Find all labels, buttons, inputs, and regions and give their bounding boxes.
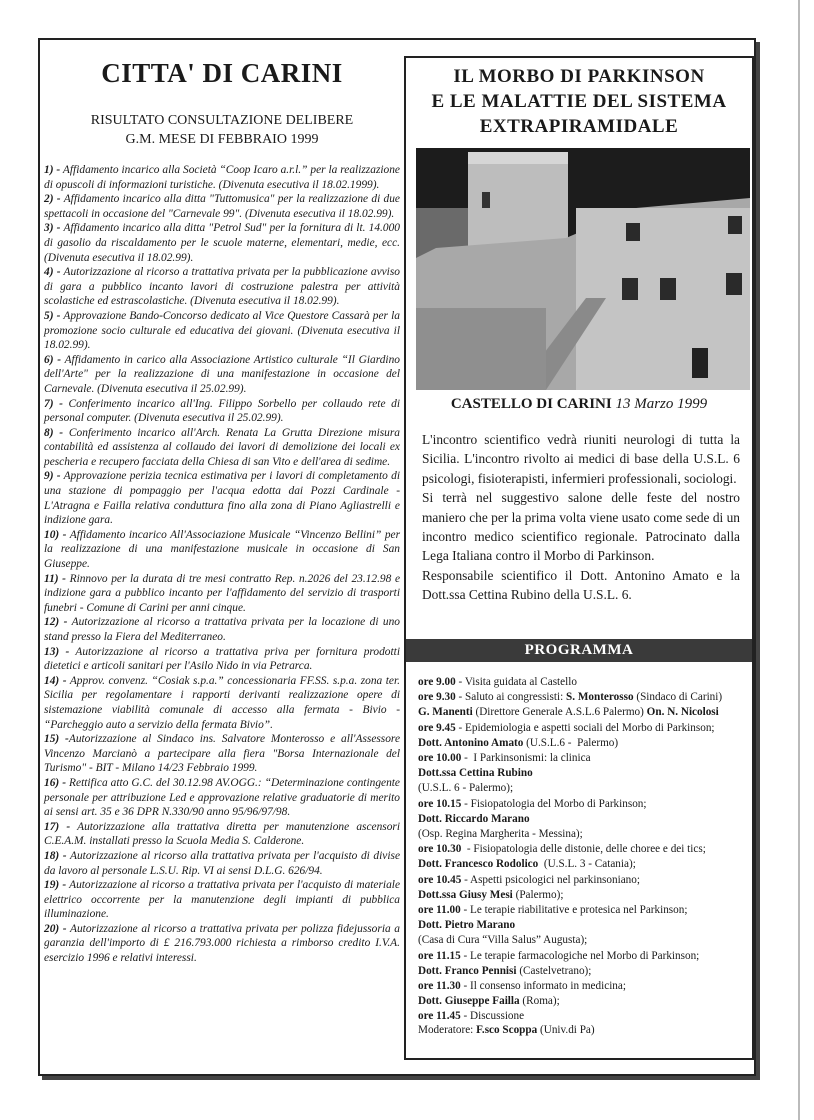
programme-bold-text: G. Manenti	[418, 706, 473, 719]
resolution-item	[44, 849, 400, 878]
moderator	[418, 1024, 595, 1036]
programme-bold-text: Dott.ssa Giusy Mesi	[418, 888, 513, 901]
resolution-item	[44, 192, 400, 221]
programme-line	[418, 827, 748, 842]
programme-text: (Osp. Regina Margherita - Messina);	[418, 828, 583, 841]
programme-line	[418, 842, 748, 857]
programme-bold-text: ore 9.30	[418, 691, 456, 704]
programme-text: - Le terapie riabilitative e protesica nel Parkinson;	[460, 904, 688, 917]
resolution-number: 2) -	[44, 193, 61, 206]
resolution-item	[44, 732, 400, 776]
programme-list	[418, 675, 748, 1025]
resolution-item	[44, 426, 400, 470]
programme-bold-text: Dott. Antonino Amato	[418, 736, 524, 749]
programme-line	[418, 690, 748, 705]
caption-place: CASTELLO DI CARINI	[450, 396, 612, 412]
programme-text: - Epidemiologia e aspetti sociali del Morbo di Parkinson;	[455, 721, 715, 734]
resolution-text: Conferimento incarico all'Arch. Renata La Grutta Direzione misura contabilità ed assistenza al collaudo dei lavori di demolizione dei locali ex pescheria e recupero facciata della Chiesa di san Vito e dell'area di sedime.	[44, 426, 400, 468]
programme-text: - Visita guidata al Castello	[455, 676, 577, 688]
resolution-item	[44, 163, 400, 192]
resolution-number: 11) -	[44, 572, 66, 585]
scan-edge	[798, 0, 800, 1120]
programme-line	[418, 781, 748, 796]
resolution-text: Approv. convenz. “Cosiak s.p.a.” concessionaria FF.SS. s.p.a. zona ter. Sicilia per regolamentare i rapporti derivanti realizzazione opere di sistemazione viabilità comunale di accesso alla fermata - Bivio - “Parcheggio auto a servizio della fermata Bivio”.	[44, 674, 400, 731]
resolution-text: Rettifica atto G.C. del 30.12.98 AV.OGG.: “Determinazione contingente personale per attribuzione Led e approvazione relative graduatorie di merito ai sensi art. 35 e 36 DPR N.330/90 anno 95/96/97/98.	[44, 776, 400, 819]
programme-line	[418, 736, 748, 751]
programme-bold-text: ore 9.45	[418, 721, 456, 734]
photo-caption	[406, 396, 752, 413]
programme-text: - Fisiopatologia del Morbo di Parkinson;	[461, 797, 647, 810]
resolution-text: Approvazione perizia tecnica estimativa per i lavori di completamento di una stazione di pompaggio per l'acqua edotta dai Pozzi Cardinale - L'Atragna e Failla relativa conduttura fino alla zona di Piano Agliastrelli e indizione gara.	[44, 470, 400, 527]
resolution-number: 14) -	[44, 674, 67, 687]
programme-text: (Roma);	[519, 995, 560, 1008]
programme-heading: PROGRAMMA	[406, 639, 752, 662]
resolution-item	[44, 615, 400, 644]
subtitle-line: RISULTATO CONSULTAZIONE DELIBERE	[90, 113, 354, 128]
resolution-text: Rinnovo per la durata di tre mesi contratto Rep. n.2026 del 23.12.98 e indizione gara a pubblico incanto per l'affidamento del servizio di trasporti funebri - Comune di Carini per anni cinque.	[44, 572, 400, 614]
resolution-number: 20) -	[44, 922, 67, 935]
programme-bold-text: Dott. Pietro Marano	[418, 919, 516, 932]
resolution-number: 15) -	[44, 733, 69, 746]
description-paragraph: Si terrà nel suggestivo salone delle feste del nostro maniero che per la prima volta viene usato come sede di un incontro medico scientifico regionale. Patrocinato dalla Lega Italiana contro il Morbo di Parkinson.	[422, 490, 740, 564]
event-description	[422, 430, 740, 605]
programme-line	[418, 964, 748, 979]
programme-line	[418, 903, 748, 918]
resolution-text: Autorizzazione alla trattativa diretta per manutenzione ascensori C.E.A.M. installati presso la Scuola Media S. Calderone.	[44, 820, 400, 848]
resolution-number: 9) -	[44, 470, 61, 483]
resolution-number: 5) -	[44, 309, 61, 322]
resolution-item	[44, 397, 400, 426]
programme-line	[418, 797, 748, 812]
event-title-line: IL MORBO DI PARKINSON	[453, 66, 705, 87]
resolution-item	[44, 221, 400, 265]
programme-bold-text: Dott. Giuseppe Failla	[418, 995, 520, 1008]
resolution-item	[44, 878, 400, 922]
resolution-text: Affidamento incarico All'Associazione Musicale “Vincenzo Bellini” per la realizzazione di una manifestazione musicale in occasione di San Giuseppe.	[44, 528, 401, 571]
programme-line	[418, 933, 748, 948]
resolution-number: 18) -	[44, 849, 67, 862]
programme-line	[418, 1009, 748, 1024]
programme-text: (Casa di Cura “Villa Salus” Augusta);	[418, 934, 588, 947]
resolution-number: 12) -	[44, 616, 68, 629]
programme-line	[418, 918, 748, 933]
programme-line	[418, 705, 748, 720]
programme-bold-text: On. N. Nicolosi	[646, 706, 719, 719]
description-paragraph: Responsabile scientifico il Dott. Antonino Amato e la Dott.ssa Cettina Rubino della U.S.L. 6.	[422, 567, 740, 603]
programme-line	[418, 812, 748, 827]
programme-text: (Castelvetrano);	[516, 964, 592, 977]
programme-text: - Aspetti psicologici nel parkinsoniano;	[461, 873, 640, 886]
resolution-number: 13) -	[44, 645, 70, 658]
resolution-item	[44, 776, 400, 820]
programme-text: (Sindaco di Carini)	[633, 691, 723, 704]
programme-bold-text: ore 11.00	[418, 904, 461, 917]
programme-text: (Direttore Generale A.S.L.6 Palermo)	[472, 706, 647, 719]
programme-line	[418, 721, 748, 736]
resolution-item	[44, 645, 400, 674]
programme-line	[418, 888, 748, 903]
moderator-label: Moderatore:	[418, 1024, 477, 1036]
event-title-line: E LE MALATTIE DEL SISTEMA	[431, 91, 727, 112]
caption-date: 13 Marzo 1999	[615, 396, 708, 412]
resolution-item	[44, 528, 400, 572]
programme-line	[418, 766, 748, 781]
description-paragraph: L'incontro scientifico vedrà riuniti neurologi di tutta la Sicilia. L'incontro rivolto ai medici di base della U.S.L. 6 psicologi, fisioterapisti, infermieri professionali, sociologi.	[422, 432, 740, 486]
programme-bold-text: ore 10.15	[418, 797, 462, 810]
resolution-number: 6) -	[44, 353, 62, 366]
moderator-affiliation: (Univ.di Pa)	[537, 1024, 595, 1036]
resolution-item	[44, 469, 400, 527]
programme-bold-text: ore 11.15	[418, 949, 461, 962]
resolution-number: 10) -	[44, 528, 67, 541]
programme-line	[418, 994, 748, 1009]
resolution-text: Approvazione Bando-Concorso dedicato al Vice Questore Cassarà per la promozione socio culturale ed educativa dei giovani. (Divenuta esecutiva il 18.02.99).	[44, 309, 400, 352]
resolution-text: Autorizzazione al ricorso a trattativa privata per la pubblicazione avviso di gara a pubblico incanto lavori di costruzione palestra per attività scolastiche ed estrascolastiche. (Divenuta esecutiva il 18.02.99).	[44, 266, 400, 308]
programme-bold-text: Dott. Riccardo Marano	[418, 812, 530, 825]
programme-line	[418, 751, 748, 766]
programme-bold-text: ore 10.30	[418, 843, 462, 856]
resolution-item	[44, 674, 400, 732]
resolution-number: 1) -	[44, 164, 61, 176]
resolution-item	[44, 265, 400, 309]
programme-bold-text: ore 11.45	[418, 1010, 461, 1023]
castle-photo-image	[416, 148, 750, 390]
resolution-number: 19) -	[44, 879, 67, 892]
resolution-item	[44, 572, 400, 616]
programme-line	[418, 873, 748, 888]
programme-line	[418, 949, 748, 964]
programme-text: - Il consenso informato in medicina;	[460, 980, 626, 993]
event-box	[404, 56, 754, 1060]
castle-photo	[416, 148, 750, 390]
programme-bold-text: ore 11.30	[418, 980, 461, 993]
resolution-text: Autorizzazione al ricorso alla trattativa privata per l'acquisto di divise da lavoro al personale L.S.U. Rip. VI ai sensi D.L.G. 626/94.	[44, 849, 400, 877]
programme-bold-text: ore 9.00	[418, 676, 456, 688]
resolution-text: Autorizzazione al ricorso a trattativa privata per polizza fidejussoria a garanzia dell'importo di £ 216.793.000 richiesta a rimborso credito I.V.A. esercizio 1996 e relativi interessi.	[44, 922, 400, 965]
moderator-name: F.sco Scoppa	[476, 1024, 538, 1036]
programme-text: (U.S.L. 3 - Catania);	[538, 858, 636, 871]
resolution-text: Autorizzazione al ricorso a trattativa privata per la locazione di uno stand presso la Fiera del Mediterraneo.	[44, 616, 400, 643]
programme-text: - I Parkinsonismi: la clinica	[461, 752, 591, 765]
page-title: CITTA' DI CARINI	[101, 58, 343, 88]
event-title	[406, 64, 752, 139]
event-title-line: EXTRAPIRAMIDALE	[479, 116, 679, 137]
resolution-text: Autorizzazione al Sindaco ins. Salvatore Monterosso e all'Assessore Vincenzo Marcianò a partecipare alla fiera "Borsa Internazionale del Turismo" - BIT - Milano 14/23 Febbraio 1999.	[44, 733, 401, 775]
resolution-number: 17) -	[44, 820, 71, 833]
programme-text: (U.S.L.6 - Palermo)	[523, 736, 619, 749]
resolution-number: 16) -	[44, 776, 67, 789]
resolution-item	[44, 309, 400, 353]
programme-text: - Saluto ai congressisti:	[455, 691, 567, 704]
programme-text: - Discussione	[460, 1010, 525, 1023]
programme-line	[418, 675, 748, 690]
resolution-text: Affidamento incarico alla ditta "Tuttomusica" per la realizzazione di due spettacoli in occasione del "Carnevale 99". (Divenuta esecutiva il 18.02.99).	[44, 193, 400, 220]
programme-bold-text: ore 10.00	[418, 752, 462, 765]
resolution-text: Autorizzazione al ricorso a trattativa privata per l'acquisto di materiale elettrico occorrente per la manutenzione degli impianti di pubblica illuminazione.	[44, 879, 401, 921]
programme-bold-text: Dott.ssa Cettina Rubino	[418, 767, 533, 780]
programme-text: (U.S.L. 6 - Palermo);	[418, 782, 514, 795]
programme-text: (Palermo);	[512, 888, 564, 901]
programme-bold-text: ore 10.45	[418, 873, 462, 886]
resolution-text: Conferimento incarico all'Ing. Filippo Sorbello per collaudo rete di personal computer. (Divenuta esecutiva il 25.02.99).	[44, 397, 400, 425]
resolution-list	[44, 163, 400, 966]
resolution-number: 4) -	[44, 266, 61, 279]
resolution-item	[44, 820, 400, 849]
resolution-text: Affidamento incarico alla Società “Coop Icaro a.r.l.” per la realizzazione di opuscoli di informazioni turistiche. (Divenuta esecutiva il 18.02.1999).	[44, 164, 400, 191]
resolution-number: 3) -	[44, 222, 61, 235]
programme-bold-text: S. Monterosso	[566, 691, 634, 704]
resolution-text: Affidamento in carico alla Associazione Artistico culturale “Il Giardino dell'Arte" per la realizzazione di una manifestazione in occasione del Carnevale. (Divenuta esecutiva il 25.02.99).	[44, 353, 400, 395]
programme-line	[418, 857, 748, 872]
resolution-item	[44, 353, 400, 397]
resolution-text: Affidamento incarico alla ditta "Petrol Sud" per la fornitura di lt. 14.000 di gasolio da riscaldamento per le scuole materne, elementari, medie, ecc. (Divenuta esecutiva il 18.02.99).	[44, 222, 400, 264]
left-column	[44, 58, 400, 966]
programme-text: - Fisiopatologia delle distonie, delle choree e dei tics;	[461, 843, 706, 856]
programme-text: - Le terapie farmacologiche nel Morbo di Parkinson;	[460, 949, 700, 962]
programme-bold-text: Dott. Franco Pennisi	[418, 964, 517, 977]
resolution-text: Autorizzazione al ricorso a trattativa priva per fornitura prodotti dietetici e articoli sanitari per l'Asilo Nido in via Petrarca.	[44, 645, 400, 673]
resolution-number: 8) -	[44, 426, 64, 439]
subtitle	[44, 111, 400, 149]
subtitle-line: G.M. MESE DI FEBBRAIO 1999	[125, 132, 319, 147]
resolution-item	[44, 922, 400, 966]
programme-line	[418, 979, 748, 994]
programme-bold-text: Dott. Francesco Rodolico	[418, 858, 539, 871]
resolution-number: 7) -	[44, 397, 63, 410]
